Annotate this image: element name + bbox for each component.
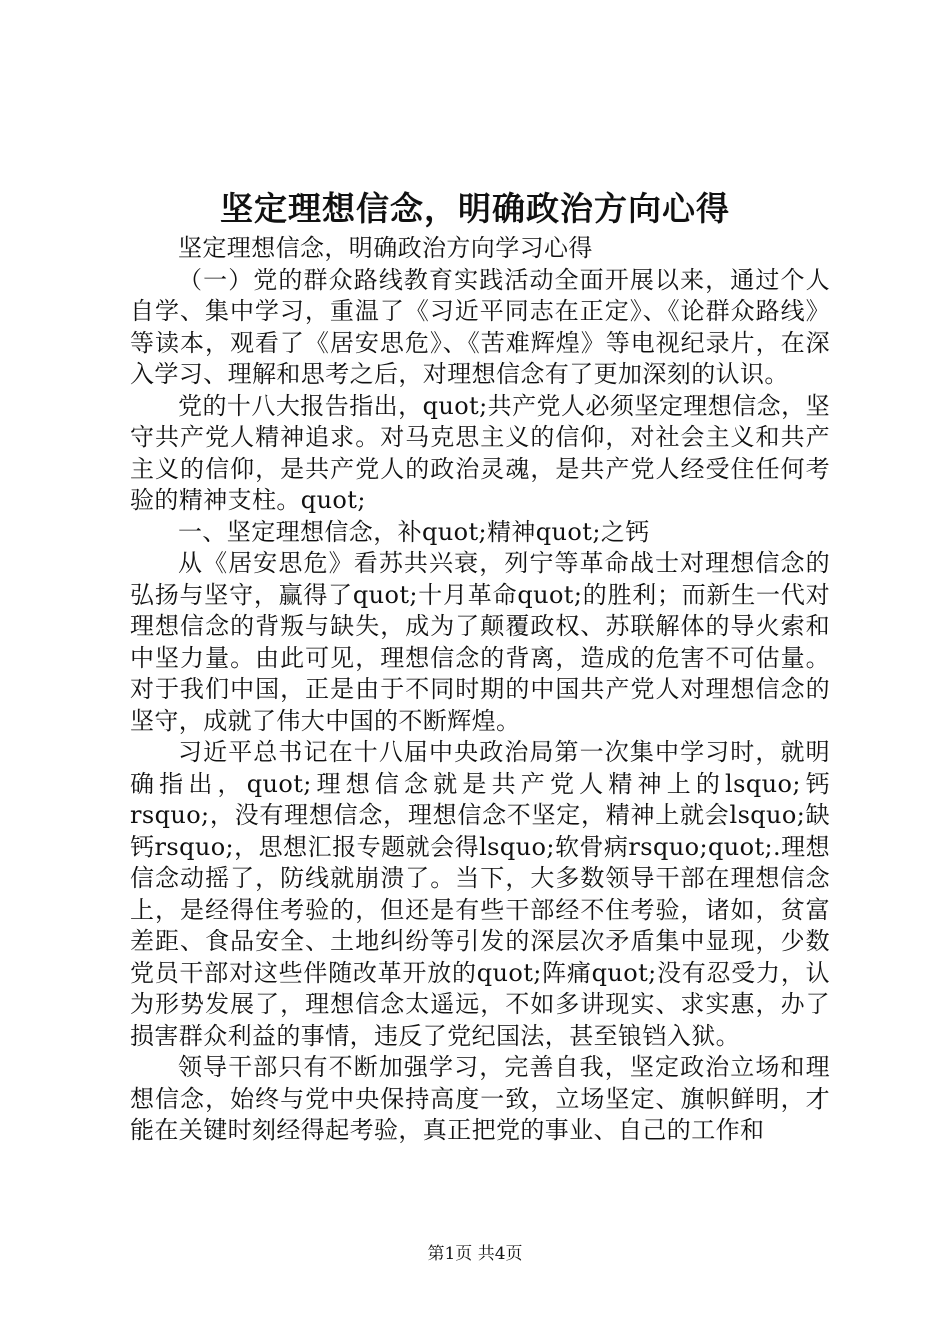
- body-paragraph: （一）党的群众路线教育实践活动全面开展以来，通过个人自学、集中学习，重温了《习近平同志在正定》、《论群众路线》等读本，观看了《居安思危》、《苦难辉煌》等电视纪录片，在深入学习、理解和思考之后，对理想信念有了更加深刻的认识。: [130, 265, 830, 388]
- page-footer: 第1页 共4页: [427, 1244, 523, 1264]
- body-paragraph: 习近平总书记在十八届中央政治局第一次集中学习时，就明确指出，quot;理想信念就是共产党人精神上的lsquo;钙rsquo;，没有理想信念，理想信念不坚定，精神上就会lsquo;缺钙rsquo;，思想汇报专题就会得lsquo;软骨病rsquo;quot;.理想信念动摇了，防线就崩溃了。当下，大多数领导干部在理想信念上，是经得住考验的，但还是有些干部经不住考验，诸如，贫富差距、食品安全、土地纠纷等引发的深层次矛盾集中显现，少数党员干部对这些伴随改革开放的quot;阵痛quot;没有忍受力，认为形势发展了，理想信念太遥远，不如多讲现实、求实惠，办了损害群众利益的事情，违反了党纪国法，甚至锒铛入狱。: [130, 738, 830, 1050]
- body-paragraph: 领导干部只有不断加强学习，完善自我，坚定政治立场和理想信念，始终与党中央保持高度一致，立场坚定、旗帜鲜明，才能在关键时刻经得起考验，真正把党的事业、自己的工作和: [130, 1053, 830, 1144]
- document-body: [130, 233, 830, 1147]
- body-paragraph: 从《居安思危》看苏共兴衰，列宁等革命战士对理想信念的弘扬与坚守，赢得了quot;十月革命quot;的胜利；而新生一代对理想信念的背叛与缺失，成为了颠覆政权、苏联解体的导火索和中坚力量。由此可见，理想信念的背离，造成的危害不可估量。对于我们中国，正是由于不同时期的中国共产党人对理想信念的坚守，成就了伟大中国的不断辉煌。: [130, 549, 830, 735]
- subtitle-paragraph: 坚定理想信念，明确政治方向学习心得: [178, 234, 593, 262]
- document-title: 坚定理想信念，明确政治方向心得: [220, 189, 730, 228]
- body-paragraph: 党的十八大报告指出，quot;共产党人必须坚定理想信念，坚守共产党人精神追求。对马克思主义的信仰，对社会主义和共产主义的信仰，是共产党人的政治灵魂，是共产党人经受住任何考验的精神支柱。quot;: [130, 391, 830, 514]
- section-heading: 一、坚定理想信念，补quot;精神quot;之钙: [178, 517, 650, 546]
